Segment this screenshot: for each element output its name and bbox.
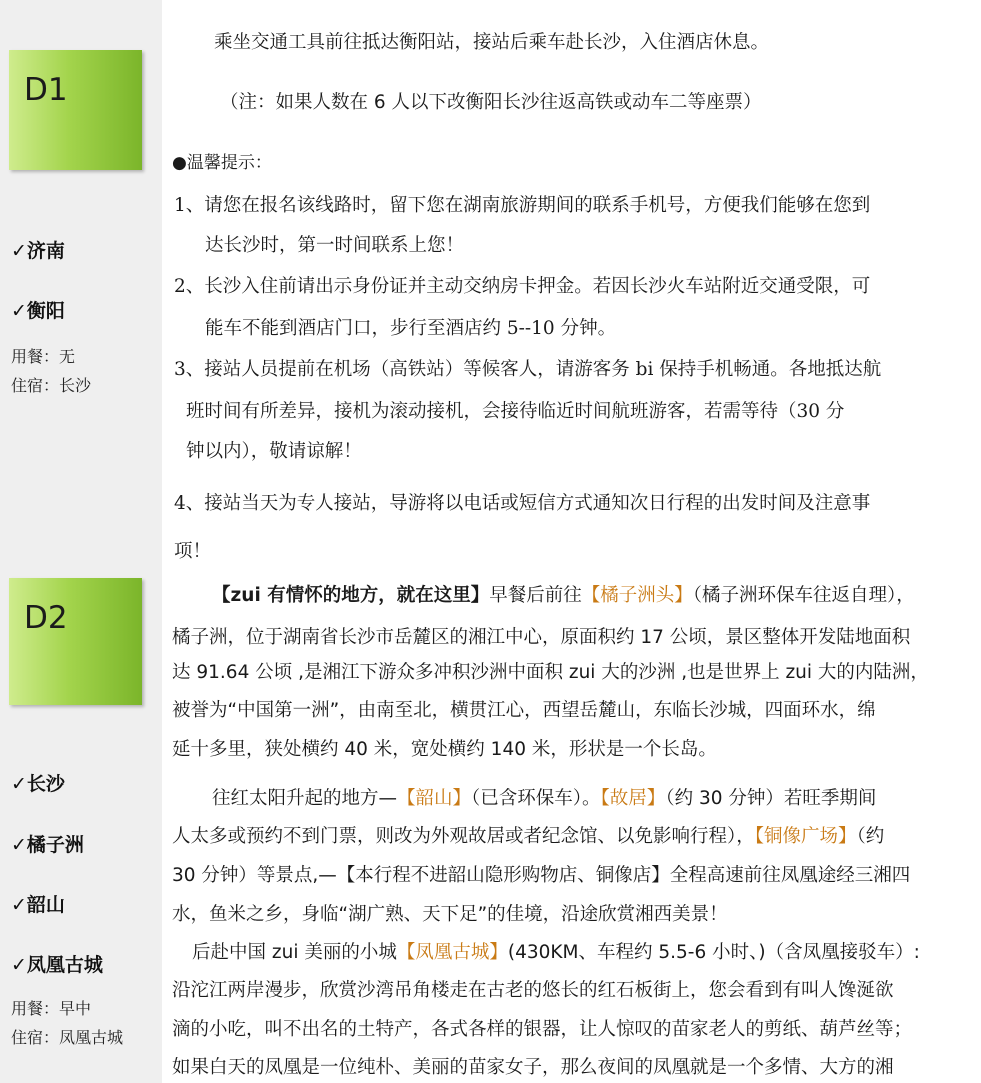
d2-p3-line-2: 沿沱江两岸漫步，欣赏沙湾吊角楼走在古老的悠长的红石板街上，您会看到有叫人馋涎欲 bbox=[172, 980, 894, 1001]
text: 早餐后前往 bbox=[489, 585, 582, 606]
tip-1-line-1: 1、请您在报名该线路时，留下您在湖南旅游期间的联系手机号，方便我们能够在您到 bbox=[174, 195, 871, 216]
d2-p1-line-3: 达 91.64 公顷 ,是湘江下游众多冲积沙洲中面积 zui 大的沙洲 ,也是世界上 zui 大的内陆洲， bbox=[172, 662, 929, 683]
d2-p2-line-2 bbox=[172, 822, 884, 848]
headline: 【zui 有情怀的地方，就在这里】 bbox=[212, 585, 490, 606]
d2-p1-line-2: 橘子洲，位于湖南省长沙市岳麓区的湘江中心，原面积约 17 公顷，景区整体开发陆地面积 bbox=[172, 627, 911, 648]
text: （约 bbox=[856, 826, 885, 847]
tip-3-line-1: 3、接站人员提前在机场（高铁站）等候客人，请游客务 bi 保持手机畅通。各地抵达航 bbox=[174, 359, 882, 380]
highlight-guju: 【故居】 bbox=[600, 788, 666, 809]
text: （橘子洲环保车往返自理）， bbox=[692, 585, 915, 606]
d2-p3-line-1 bbox=[192, 938, 920, 964]
place-hengyang: ✓衡阳 bbox=[11, 300, 65, 322]
place-juzizhou: ✓橘子洲 bbox=[11, 834, 84, 856]
d2-p1-line-5: 延十多里，狭处横约 40 米，宽处横约 140 米，形状是一个长岛。 bbox=[172, 739, 717, 760]
day-badge-label: D2 bbox=[24, 600, 68, 636]
d2-p2-line-3: 30 分钟）等景点,—【本行程不进韶山隐形购物店、铜像店】全程高速前往凤凰途经三湘四 bbox=[172, 865, 911, 886]
d2-p1-line-1 bbox=[212, 581, 915, 607]
highlight-tongxiang: 【铜像广场】 bbox=[754, 826, 857, 847]
text: （约 30 分钟）若旺季期间 bbox=[665, 788, 877, 809]
text: (430KM、车程约 5.5-6 小时、)（含凤凰接驳车）: bbox=[507, 942, 920, 963]
meal-info-d2: 用餐：早中 bbox=[11, 999, 92, 1018]
d1-note: （注：如果人数在 6 人以下改衡阳长沙往返高铁或动车二等座票） bbox=[220, 92, 762, 113]
d2-p2-line-1 bbox=[212, 784, 876, 810]
text: 后赴中国 zui 美丽的小城 bbox=[192, 942, 397, 963]
tip-4-line-1: 4、接站当天为专人接站，导游将以电话或短信方式通知次日行程的出发时间及注意事 bbox=[174, 493, 871, 514]
stay-info-d1: 住宿：长沙 bbox=[11, 376, 92, 395]
d2-p2-line-4: 水，鱼米之乡，身临“湖广熟、天下足”的佳境，沿途欣赏湘西美景！ bbox=[172, 904, 728, 925]
tip-2-line-1: 2、长沙入住前请出示身份证并主动交纳房卡押金。若因长沙火车站附近交通受限，可 bbox=[174, 276, 871, 297]
d2-p3-line-3: 滴的小吃，叫不出名的土特产，各式各样的银器，让人惊叹的苗家老人的剪纸、葫芦丝等； bbox=[172, 1019, 913, 1040]
d1-intro: 乘坐交通工具前往抵达衡阳站，接站后乘车赴长沙，入住酒店休息。 bbox=[214, 32, 770, 53]
stay-info-d2: 住宿：凤凰古城 bbox=[11, 1028, 124, 1047]
highlight-juzizhou: 【橘子洲头】 bbox=[581, 585, 693, 606]
highlight-shaoshan: 【韶山】 bbox=[397, 788, 472, 809]
tip-4-line-2: 项！ bbox=[174, 541, 212, 562]
place-fenghuang: ✓凤凰古城 bbox=[11, 954, 103, 976]
tip-2-line-2: 能车不能到酒店门口，步行至酒店约 5--10 分钟。 bbox=[205, 318, 617, 339]
tip-3-line-3: 钟以内），敬请谅解！ bbox=[186, 441, 362, 462]
day-badge-d1 bbox=[9, 50, 142, 170]
place-jinan: ✓济南 bbox=[11, 240, 65, 262]
tip-3-line-2: 班时间有所差异，接机为滚动接机，会接待临近时间航班游客，若需等待（30 分 bbox=[186, 401, 845, 422]
text: （已含环保车）。 bbox=[471, 788, 601, 809]
day-badge-label: D1 bbox=[24, 72, 68, 108]
text: 往红太阳升起的地方— bbox=[212, 788, 398, 809]
place-changsha: ✓长沙 bbox=[11, 773, 65, 795]
meal-info-d1: 用餐：无 bbox=[11, 347, 76, 366]
d2-p3-line-4: 如果白天的凤凰是一位纯朴、美丽的苗家女子，那么夜间的凤凰就是一个多情、大方的湘 bbox=[172, 1057, 894, 1078]
d2-p1-line-4: 被誉为“中国第一洲”，由南至北，横贯江心，西望岳麓山，东临长沙城，四面环水，绵 bbox=[172, 700, 876, 721]
text: 人太多或预约不到门票，则改为外观故居或者纪念馆、以免影响行程）， bbox=[172, 826, 755, 847]
day-badge-d2 bbox=[9, 578, 142, 705]
sidebar bbox=[0, 0, 162, 1083]
highlight-fenghuang: 【凤凰古城】 bbox=[396, 942, 508, 963]
tips-title: ●温馨提示： bbox=[172, 153, 272, 173]
tip-1-line-2: 达长沙时，第一时间联系上您！ bbox=[205, 235, 465, 256]
place-shaoshan: ✓韶山 bbox=[11, 894, 65, 916]
